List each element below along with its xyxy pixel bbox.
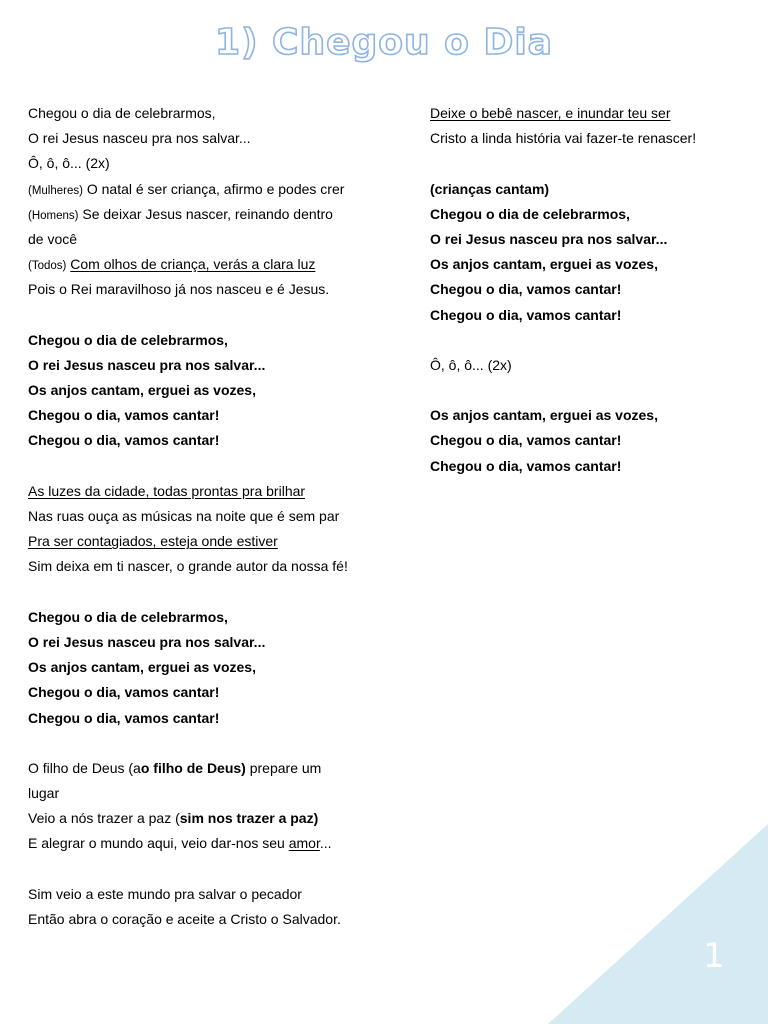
chorus-line: Chegou o dia, vamos cantar! <box>28 407 220 424</box>
lyric-text: ... <box>319 835 332 852</box>
lyric-text-bold: sim nos trazer a paz) <box>179 810 319 827</box>
lyric-line <box>28 756 398 781</box>
chorus-line: Chegou o dia de celebrarmos, <box>28 331 228 348</box>
chorus-line: Chegou o dia, vamos cantar! <box>430 432 622 449</box>
lyric-line: O rei Jesus nasceu pra nos salvar... <box>28 130 251 147</box>
lyric-line: Sim deixa em ti nascer, o grande autor da nossa fé! <box>28 558 348 575</box>
chorus-line: Os anjos cantam, erguei as vozes, <box>430 256 658 273</box>
lyric-text-underlined: Deixe o bebê nascer, e inundar teu ser <box>430 105 671 121</box>
chorus-line: Os anjos cantam, erguei as vozes, <box>430 407 658 424</box>
lyric-line: Então abra o coração e aceite a Cristo o Salvador. <box>28 911 341 927</box>
chorus-line: Chegou o dia, vamos cantar! <box>28 684 220 701</box>
chorus-line: Chegou o dia, vamos cantar! <box>430 306 622 323</box>
lyric-text: E alegrar o mundo aqui, veio dar-nos seu <box>28 835 289 852</box>
lyric-text: Veio a nós trazer a paz ( <box>28 810 180 827</box>
lyric-line <box>28 529 398 554</box>
chorus-line: Chegou o dia de celebrarmos, <box>28 608 228 625</box>
chorus-line: O rei Jesus nasceu pra nos salvar... <box>28 633 266 650</box>
chorus-line: O rei Jesus nasceu pra nos salvar... <box>28 356 266 373</box>
lyric-line: Ô, ô, ô... (2x) <box>28 155 110 172</box>
lyric-line <box>28 831 398 856</box>
lyric-line: Pois o Rei maravilhoso já nos nasceu e é Jesus. <box>28 281 330 298</box>
lyric-text: prepare um <box>245 759 322 776</box>
lyric-line <box>28 479 398 504</box>
chorus-line: Os anjos cantam, erguei as vozes, <box>28 382 256 399</box>
lyric-text-bold: o filho de Deus) <box>140 759 246 776</box>
page-title: 1) Chegou o Dia <box>215 22 553 63</box>
lyric-line <box>28 806 398 831</box>
right-column <box>430 101 750 479</box>
lyric-line <box>430 101 750 126</box>
lyric-text-underlined: amor <box>288 835 320 852</box>
lyric-line: lugar <box>28 785 60 802</box>
lyric-line <box>28 177 398 202</box>
lyric-text: O natal é ser criança, afirmo e podes crer <box>82 180 345 197</box>
lyric-line: de você <box>28 230 78 247</box>
chorus-line: Chegou o dia, vamos cantar! <box>28 432 220 449</box>
singer-tag-men: (Homens) <box>28 209 79 222</box>
lyric-text-underlined: Com olhos de criança, verás a clara luz <box>70 256 316 273</box>
lyric-line: Sim veio a este mundo pra salvar o pecador <box>28 885 302 902</box>
corner-triangle-decoration <box>548 824 768 1024</box>
lyric-line <box>28 202 398 227</box>
lyric-text: O filho de Deus (a <box>28 759 141 776</box>
chorus-line: O rei Jesus nasceu pra nos salvar... <box>430 230 668 247</box>
singer-tag-women: (Mulheres) <box>28 184 83 197</box>
chorus-line: Chegou o dia, vamos cantar! <box>28 709 220 726</box>
lyric-text-underlined: Pra ser contagiados, esteja onde estiver <box>28 533 278 550</box>
singer-tag-all: (Todos) <box>28 260 67 273</box>
lyric-line <box>28 252 398 277</box>
chorus-line: Chegou o dia de celebrarmos, <box>430 205 630 222</box>
chorus-line: Chegou o dia, vamos cantar! <box>430 281 622 298</box>
chorus-line: Chegou o dia, vamos cantar! <box>430 457 622 474</box>
lyric-text: Se deixar Jesus nascer, reinando dentro <box>78 205 333 222</box>
left-column <box>28 101 398 932</box>
lyric-line: Ô, ô, ô... (2x) <box>430 356 512 373</box>
section-label: (crianças cantam) <box>430 180 550 197</box>
page-number: 1 <box>703 936 725 976</box>
lyric-line: Nas ruas ouça as músicas na noite que é sem par <box>28 508 340 524</box>
chorus-line: Os anjos cantam, erguei as vozes, <box>28 659 256 676</box>
lyric-text-underlined: As luzes da cidade, todas prontas pra brilhar <box>28 482 306 499</box>
lyric-line: Cristo a linda história vai fazer-te renascer! <box>430 130 697 147</box>
lyric-line: Chegou o dia de celebrarmos, <box>28 105 216 121</box>
